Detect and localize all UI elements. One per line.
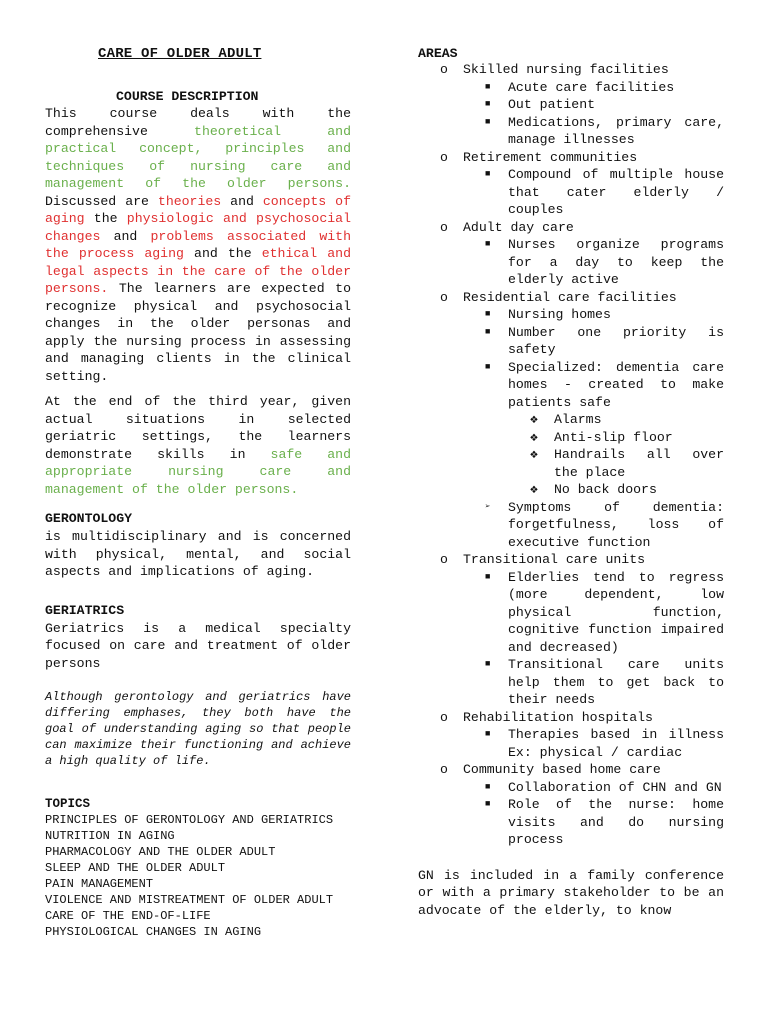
description-run: This course deals with the comprehensive (45, 106, 351, 139)
list-item (418, 726, 724, 761)
list-item (418, 306, 724, 324)
diamond-bullet-icon: ❖ (530, 412, 538, 427)
list-item (418, 359, 724, 412)
list-item-text: Rehabilitation hospitals (463, 709, 653, 725)
list-item (418, 779, 724, 797)
description-run: ethical and legal aspects in the care of the older persons. (45, 246, 351, 296)
list-item-text: Transitional care units (463, 552, 646, 567)
list-item (418, 656, 724, 709)
list-item (418, 481, 724, 499)
arrow-bullet-icon: ➢ (485, 501, 491, 512)
list-item (418, 429, 724, 447)
diamond-bullet-icon: ❖ (530, 482, 538, 497)
list-item (418, 709, 724, 727)
diamond-bullet-icon: ❖ (530, 447, 538, 462)
description-run: and the (183, 246, 262, 261)
document-title: CARE OF OLDER ADULT (98, 46, 262, 62)
description-run: the (84, 211, 127, 226)
course-description-heading: COURSE DESCRIPTION (116, 89, 259, 104)
square-bullet-icon: ■ (485, 116, 491, 127)
square-bullet-icon: ■ (485, 309, 491, 319)
description-run: concepts of aging (45, 193, 351, 226)
list-item-text: Transitional care units help them to get back to their needs (508, 657, 724, 707)
circle-bullet-icon: o (440, 62, 448, 77)
list-item-text: Out patient (508, 97, 596, 112)
list-item (418, 61, 724, 79)
description-run: problems associated with the process aging (45, 228, 351, 261)
description-run: theories (157, 193, 222, 209)
description-run: and (100, 228, 151, 244)
list-item-text: Adult day care (463, 219, 574, 235)
list-item-text: Nursing homes (508, 307, 611, 322)
list-item (418, 796, 724, 849)
square-bullet-icon: ■ (485, 361, 491, 372)
description-run: Discussed are (45, 193, 158, 209)
description-run: physiologic and psychosocial changes (45, 211, 351, 244)
topic-item: VIOLENCE AND MISTREATMENT OF OLDER ADULT (45, 893, 334, 907)
list-item-text: Therapies based in illness Ex: physical / cardiac (508, 727, 724, 760)
description-run: theoretical and practical concept, principles and techniques of nursing care and management of the older persons. (45, 123, 351, 191)
list-item (418, 96, 724, 114)
square-bullet-icon: ■ (485, 729, 491, 739)
list-item-text: No back doors (554, 482, 657, 497)
list-item-text: Symptoms of dementia: forgetfulness, loss of executive function (508, 499, 724, 550)
list-item (418, 411, 724, 429)
list-item (418, 166, 724, 219)
closing-paragraph: GN is included in a family conference or with a primary stakeholder to be an advocate of the elderly, to know (418, 867, 724, 918)
square-bullet-icon: ■ (485, 81, 491, 92)
square-bullet-icon: ■ (485, 99, 491, 109)
areas-section (418, 46, 724, 919)
list-item (418, 149, 724, 167)
circle-bullet-icon: o (440, 149, 448, 165)
square-bullet-icon: ■ (485, 571, 491, 582)
list-item (418, 236, 724, 289)
list-item-text: Role of the nurse: home visits and do nursing process (508, 797, 724, 847)
list-item-text: Nurses organize programs for a day to keep the elderly active (508, 237, 724, 287)
list-item-text: Retirement communities (463, 149, 638, 165)
list-item-text: Handrails all over the place (554, 447, 724, 480)
topic-item: NUTRITION IN AGING (45, 829, 175, 843)
description-run: and (221, 193, 263, 209)
list-item (418, 761, 724, 779)
topic-item: CARE OF THE END-OF-LIFE (45, 909, 211, 923)
circle-bullet-icon: o (440, 219, 448, 235)
gerontology-text: is multidisciplinary and is concerned with physical, mental, and social aspects and implications of aging. (45, 529, 351, 579)
geriatrics-text: Geriatrics is a medical specialty focused on care and treatment of older persons (45, 620, 351, 671)
list-item (418, 446, 724, 481)
list-item-text: Acute care facilities (508, 79, 675, 95)
circle-bullet-icon: o (440, 552, 448, 567)
list-item-text: Community based home care (463, 762, 661, 777)
list-item-text: Skilled nursing facilities (463, 62, 669, 77)
square-bullet-icon: ■ (485, 781, 491, 792)
geriatrics-heading: GERIATRICS (45, 602, 125, 618)
list-item-text: Elderlies tend to regress (more dependent, low physical function, cognitive function impaired and decreased) (508, 569, 724, 655)
topic-item: PHYSIOLOGICAL CHANGES IN AGING (45, 925, 262, 939)
areas-heading: AREAS (418, 46, 458, 61)
list-item (418, 551, 724, 569)
list-item (418, 289, 724, 307)
topic-item: PAIN MANAGEMENT (45, 877, 154, 891)
topic-item: SLEEP AND THE OLDER ADULT (45, 861, 226, 875)
topics-heading: TOPICS (45, 797, 91, 811)
list-item (418, 569, 724, 657)
description-run: safe and appropriate nursing care and management of the older persons. (45, 446, 352, 497)
note-italic: Although gerontology and geriatrics have differing emphases, they both have the goal of understanding aging so that people can maximize their functioning and achieve a high quality of life. (45, 690, 351, 768)
circle-bullet-icon: o (440, 289, 448, 305)
description-run: At the end of the third year, given actual situations in selected geriatric settings, the learners demonstrate skills in (45, 394, 351, 462)
list-item-text: Compound of multiple house that cater elderly / couples (508, 167, 724, 217)
list-item-text: Anti-slip floor (554, 429, 673, 445)
square-bullet-icon: ■ (485, 326, 491, 337)
list-item (418, 114, 724, 149)
list-item-text: Number one priority is safety (508, 324, 724, 357)
square-bullet-icon: ■ (485, 799, 491, 809)
square-bullet-icon: ■ (485, 169, 491, 179)
topic-item: PHARMACOLOGY AND THE OLDER ADULT (45, 845, 276, 859)
diamond-bullet-icon: ❖ (530, 429, 538, 445)
circle-bullet-icon: o (440, 709, 448, 725)
square-bullet-icon: ■ (485, 659, 491, 669)
list-item (418, 79, 724, 97)
list-item-text: Medications, primary care, manage illnesses (508, 114, 724, 147)
description-run: The learners are expected to recognize physical and psychosocial changes in the older personas and apply the nursing process in assessing and managing clients in the clinical setting. (45, 281, 351, 384)
list-item (418, 499, 724, 552)
square-bullet-icon: ■ (485, 239, 491, 249)
list-item-text: Specialized: dementia care homes - created to make patients safe (508, 359, 724, 410)
list-item-text: Alarms (554, 412, 602, 427)
list-item (418, 324, 724, 359)
circle-bullet-icon: o (440, 762, 448, 777)
gerontology-heading: GERONTOLOGY (45, 511, 133, 526)
areas-list (0, 61, 724, 849)
list-item-text: Residential care facilities (463, 289, 677, 305)
list-item-text: Collaboration of CHN and GN (508, 779, 722, 795)
topic-item: PRINCIPLES OF GERONTOLOGY AND GERIATRICS (45, 813, 334, 827)
list-item (418, 219, 724, 237)
